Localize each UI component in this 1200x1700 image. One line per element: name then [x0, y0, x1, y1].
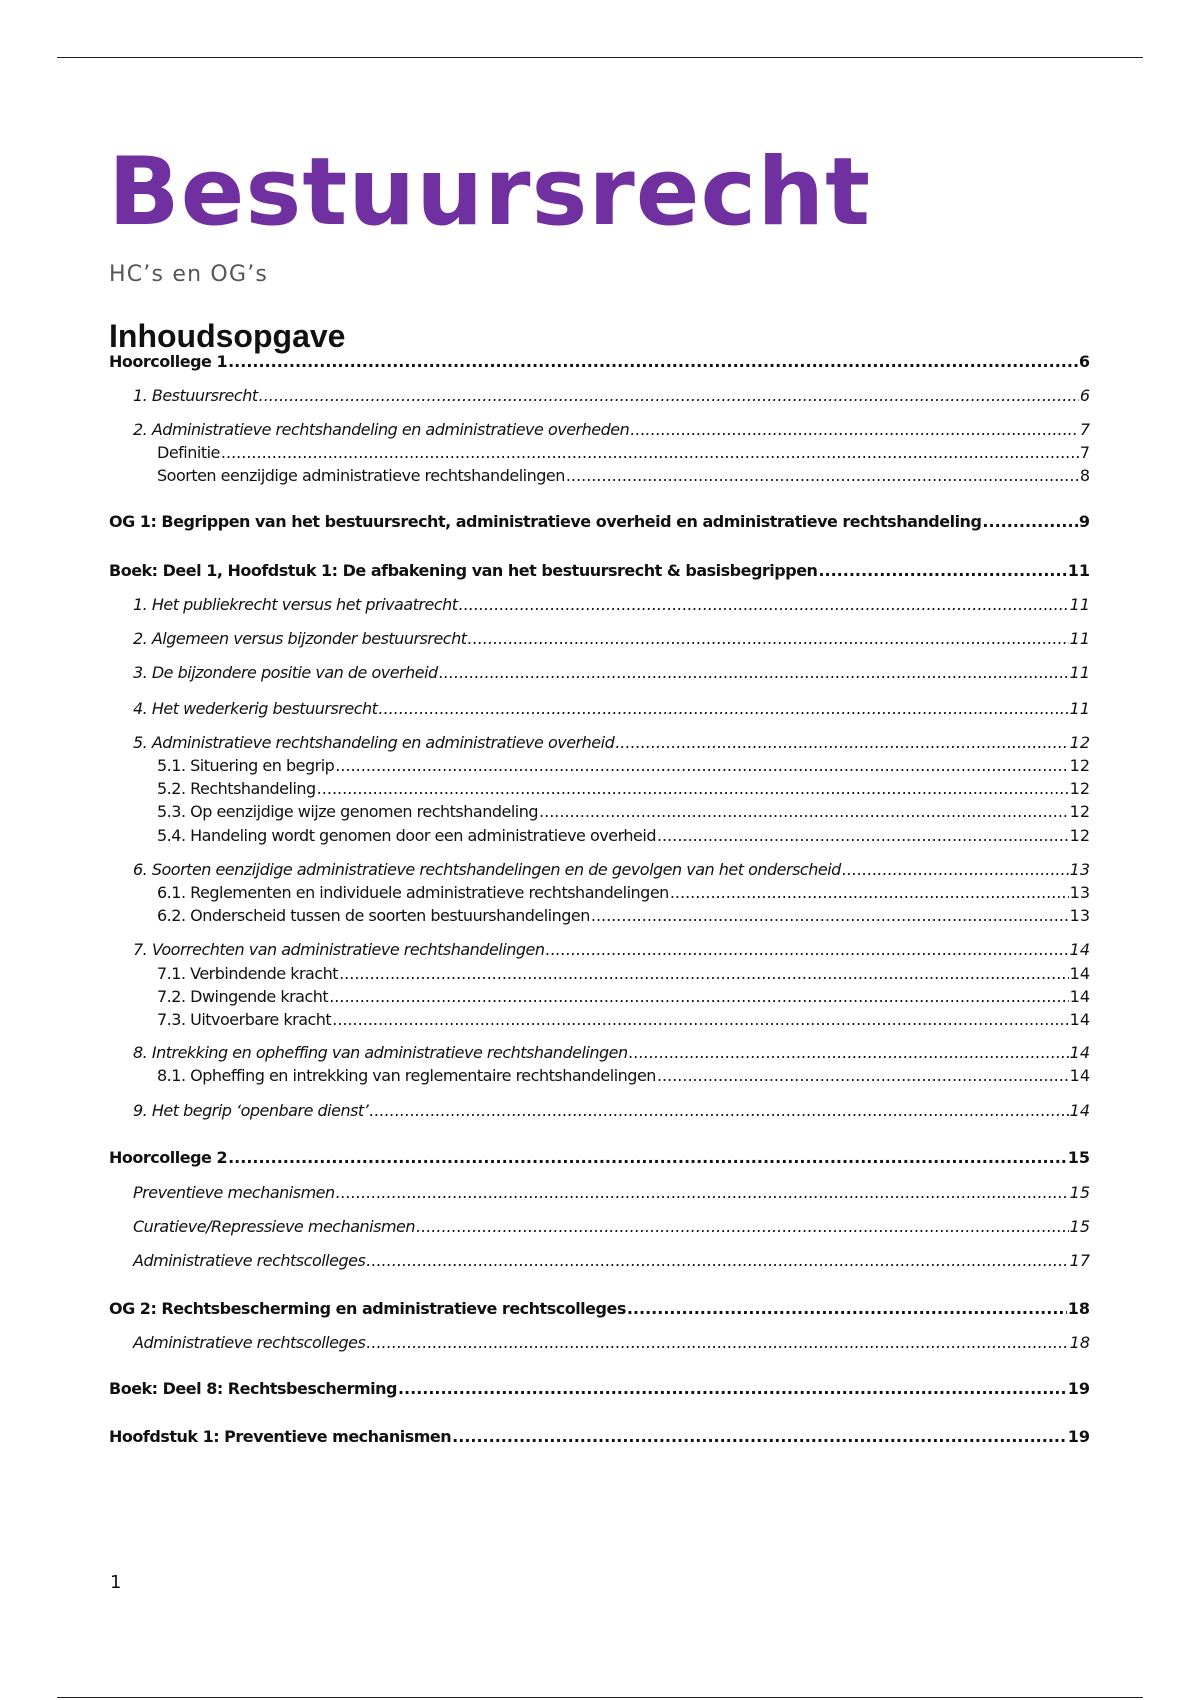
toc-dot-leader: [539, 802, 1069, 822]
toc-entry-label: Boek: Deel 8: Rechtsbescherming: [109, 1379, 397, 1398]
toc-entry-page: 17: [1069, 1251, 1090, 1270]
toc-dot-leader: [332, 1010, 1068, 1030]
toc-entry[interactable]: [133, 860, 1090, 880]
toc-entry[interactable]: [157, 987, 1090, 1007]
toc-entry-label: OG 1: Begrippen van het bestuursrecht, administratieve overheid en administratieve rechtshandeling: [109, 512, 982, 531]
toc-entry-page: 12: [1069, 802, 1090, 821]
toc-dot-leader: [317, 779, 1069, 799]
toc-entry-label: Hoorcollege 2: [109, 1148, 228, 1167]
toc-entry-page: 14: [1069, 1066, 1090, 1085]
toc-dot-leader: [545, 940, 1068, 960]
toc-entry-page: 7: [1079, 420, 1090, 439]
toc-dot-leader: [378, 699, 1068, 719]
toc-entry[interactable]: [133, 1101, 1090, 1121]
toc-dot-leader: [398, 1379, 1067, 1399]
toc-entry[interactable]: [157, 443, 1090, 463]
toc-dot-leader: [366, 1251, 1068, 1271]
toc-entry-label: 5.3. Op eenzijdige wijze genomen rechtshandeling: [157, 802, 539, 821]
toc-entry-label: 7.1. Verbindende kracht: [157, 964, 339, 983]
toc-dot-leader: [228, 1148, 1067, 1168]
toc-entry[interactable]: [157, 906, 1090, 926]
toc-entry[interactable]: [157, 466, 1090, 486]
toc-entry-label: 5.1. Situering en begrip: [157, 756, 335, 775]
toc-entry-page: 13: [1069, 860, 1090, 879]
toc-dot-leader: [982, 512, 1077, 532]
toc-entry-page: 6: [1079, 386, 1090, 405]
toc-entry-label: 7. Voorrechten van administratieve rechtshandelingen: [133, 940, 545, 959]
toc-entry[interactable]: [157, 1066, 1090, 1086]
toc-entry[interactable]: [109, 1299, 1090, 1319]
toc-dot-leader: [629, 1043, 1069, 1063]
toc-entry-label: 8. Intrekking en opheffing van administratieve rechtshandelingen: [133, 1043, 628, 1062]
toc-dot-leader: [657, 1066, 1069, 1086]
toc-dot-leader: [369, 1101, 1068, 1121]
toc-dot-leader: [627, 1299, 1067, 1319]
toc-dot-leader: [566, 466, 1079, 486]
toc-entry-label: 7.3. Uitvoerbare kracht: [157, 1010, 332, 1029]
toc-entry-page: 12: [1069, 756, 1090, 775]
toc-dot-leader: [228, 352, 1078, 372]
toc-entry[interactable]: [133, 733, 1090, 753]
toc-entry[interactable]: [133, 595, 1090, 615]
toc-heading: Inhoudsopgave: [109, 318, 346, 354]
toc-dot-leader: [259, 386, 1079, 406]
toc-entry-label: Administratieve rechtscolleges: [133, 1251, 366, 1270]
toc-entry-label: Boek: Deel 1, Hoofdstuk 1: De afbakening van het bestuursrecht & basisbegrippen: [109, 561, 818, 580]
bottom-rule: [57, 1697, 1143, 1698]
toc-dot-leader: [416, 1217, 1069, 1237]
toc-dot-leader: [329, 987, 1068, 1007]
toc-entry-label: 2. Algemeen versus bijzonder bestuursrecht: [133, 629, 467, 648]
toc-entry-page: 19: [1067, 1379, 1090, 1398]
toc-entry[interactable]: [109, 1148, 1090, 1168]
toc-entry[interactable]: [133, 1333, 1090, 1353]
toc-entry-page: 15: [1067, 1148, 1090, 1167]
toc-entry-page: 12: [1069, 733, 1090, 752]
toc-entry[interactable]: [109, 512, 1090, 532]
toc-entry-label: OG 2: Rechtsbescherming en administratieve rechtscolleges: [109, 1299, 626, 1318]
toc-dot-leader: [336, 1183, 1069, 1203]
toc-entry[interactable]: [133, 1183, 1090, 1203]
toc-dot-leader: [468, 629, 1069, 649]
toc-entry-label: 5. Administratieve rechtshandeling en administratieve overheid: [133, 733, 615, 752]
toc-dot-leader: [335, 756, 1068, 776]
toc-entry[interactable]: [133, 420, 1090, 440]
toc-entry-page: 7: [1079, 443, 1090, 462]
toc-entry[interactable]: [133, 1251, 1090, 1271]
toc-entry-label: 6.1. Reglementen en individuele administratieve rechtshandelingen: [157, 883, 669, 902]
toc-entry-page: 15: [1069, 1183, 1090, 1202]
toc-entry-label: Hoorcollege 1: [109, 352, 228, 371]
toc-entry-page: 15: [1069, 1217, 1090, 1236]
toc-entry-page: 6: [1078, 352, 1090, 371]
toc-entry[interactable]: [133, 386, 1090, 406]
toc-entry-label: 7.2. Dwingende kracht: [157, 987, 329, 1006]
toc-entry-label: 8.1. Opheffing en intrekking van reglementaire rechtshandelingen: [157, 1066, 656, 1085]
toc-dot-leader: [221, 443, 1079, 463]
toc-entry[interactable]: [133, 1217, 1090, 1237]
toc-entry[interactable]: [109, 1427, 1090, 1447]
toc-entry-label: 9. Het begrip ‘openbare dienst’: [133, 1101, 369, 1120]
toc-entry-label: 6.2. Onderscheid tussen de soorten bestuurshandelingen: [157, 906, 590, 925]
toc-entry[interactable]: [133, 629, 1090, 649]
toc-entry-page: 18: [1069, 1333, 1090, 1352]
toc-entry-label: Curatieve/Repressieve mechanismen: [133, 1217, 416, 1236]
toc-entry-page: 14: [1069, 964, 1090, 983]
toc-entry-label: 1. Het publiekrecht versus het privaatrecht: [133, 595, 458, 614]
toc-entry[interactable]: [109, 1379, 1090, 1399]
toc-entry[interactable]: [157, 826, 1090, 846]
page-number: 1: [110, 1572, 122, 1593]
toc-entry[interactable]: [133, 940, 1090, 960]
toc-dot-leader: [657, 826, 1069, 846]
toc-dot-leader: [842, 860, 1069, 880]
toc-entry-page: 14: [1069, 1010, 1090, 1029]
toc-entry[interactable]: [157, 1010, 1090, 1030]
toc-entry[interactable]: [157, 802, 1090, 822]
document-title: Bestuursrecht: [108, 138, 872, 247]
toc-entry-page: 9: [1078, 512, 1090, 531]
toc-entry-page: 11: [1069, 595, 1090, 614]
toc-entry[interactable]: [109, 561, 1090, 581]
toc-entry-page: 11: [1069, 663, 1090, 682]
toc-entry[interactable]: [133, 663, 1090, 683]
toc-entry-page: 18: [1067, 1299, 1090, 1318]
toc-entry[interactable]: [157, 779, 1090, 799]
toc-entry-label: Definitie: [157, 443, 220, 462]
toc-entry-label: Hoofdstuk 1: Preventieve mechanismen: [109, 1427, 452, 1446]
toc-entry-label: 6. Soorten eenzijdige administratieve rechtshandelingen en de gevolgen van het onderscheid: [133, 860, 841, 879]
toc-entry[interactable]: [157, 756, 1090, 776]
toc-dot-leader: [452, 1427, 1067, 1447]
toc-entry-page: 12: [1069, 826, 1090, 845]
toc-entry-label: Preventieve mechanismen: [133, 1183, 335, 1202]
toc-entry-page: 14: [1069, 1043, 1090, 1062]
toc-entry[interactable]: [133, 699, 1090, 719]
toc-entry[interactable]: [133, 1043, 1090, 1063]
toc-dot-leader: [670, 883, 1069, 903]
toc-entry-page: 11: [1069, 629, 1090, 648]
toc-dot-leader: [339, 964, 1069, 984]
toc-dot-leader: [591, 906, 1069, 926]
toc-dot-leader: [615, 733, 1068, 753]
toc-entry-label: 3. De bijzondere positie van de overheid: [133, 663, 438, 682]
toc-entry[interactable]: [109, 352, 1090, 372]
toc-entry-page: 14: [1069, 1101, 1090, 1120]
toc-entry-label: 5.4. Handeling wordt genomen door een administratieve overheid: [157, 826, 656, 845]
toc-entry-page: 19: [1067, 1427, 1090, 1446]
toc-entry-label: Soorten eenzijdige administratieve rechtshandelingen: [157, 466, 565, 485]
document-subtitle: HC’s en OG’s: [109, 262, 269, 287]
toc-entry-label: Administratieve rechtscolleges: [133, 1333, 366, 1352]
toc-dot-leader: [818, 561, 1066, 581]
toc-entry-label: 1. Bestuursrecht: [133, 386, 258, 405]
toc-entry-page: 13: [1069, 883, 1090, 902]
toc-entry-page: 13: [1069, 906, 1090, 925]
toc-dot-leader: [459, 595, 1069, 615]
toc-entry[interactable]: [157, 883, 1090, 903]
toc-entry-label: 5.2. Rechtshandeling: [157, 779, 316, 798]
toc-dot-leader: [439, 663, 1069, 683]
toc-entry-page: 14: [1069, 987, 1090, 1006]
toc-entry-page: 8: [1079, 466, 1090, 485]
toc-entry-page: 12: [1069, 779, 1090, 798]
toc-entry-label: 2. Administratieve rechtshandeling en administratieve overheden: [133, 420, 630, 439]
toc-entry-label: 4. Het wederkerig bestuursrecht: [133, 699, 378, 718]
toc-dot-leader: [366, 1333, 1068, 1353]
toc-entry-page: 14: [1069, 940, 1090, 959]
toc-dot-leader: [630, 420, 1079, 440]
toc-entry-page: 11: [1067, 561, 1090, 580]
toc-entry-page: 11: [1069, 699, 1090, 718]
toc-entry[interactable]: [157, 964, 1090, 984]
